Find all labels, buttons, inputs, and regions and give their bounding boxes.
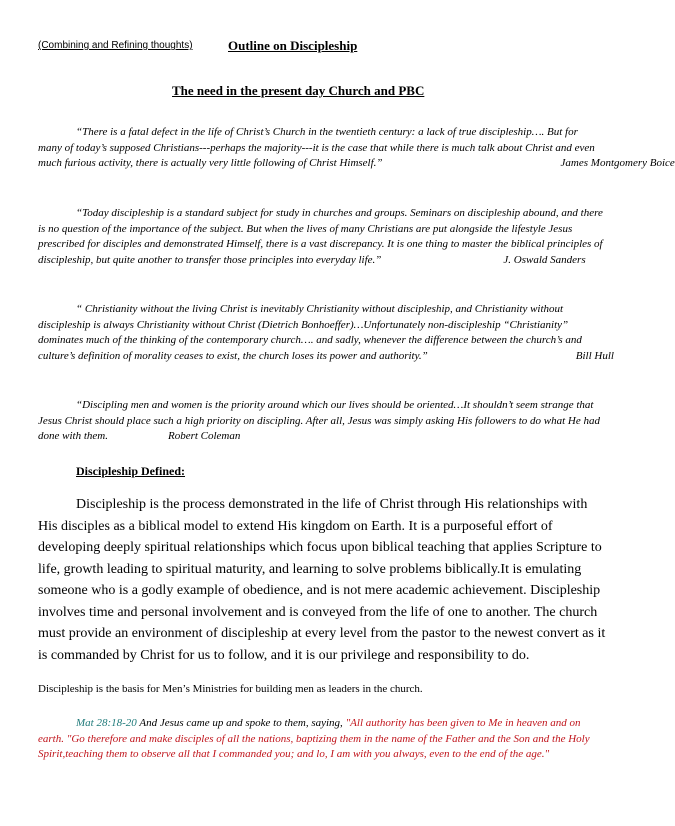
definition-heading: Discipleship Defined:: [76, 464, 186, 478]
quote-author: J. Oswald Sanders: [503, 253, 586, 266]
quote-text: “ Christianity without the living Christ is inevitably Christianity without discipleship, and Christianity without discipleship is always Christianity without Christ (Dietrich Bonhoeffer)…Unfortunately non-discipleship “Christianity” dominates much of the thinking of the contemporary church…. and sadly, whenever the difference between the church’s and culture’s definition of morality ceases to exist, the church loses its power and authority.”: [38, 303, 582, 362]
definition-paragraph: Discipleship is the process demonstrated in the life of Christ through His relationships with His disciples as a biblical model to extend His kingdom on Earth. It is a purposeful effort of developing deeply spiritual relationships which focus upon biblical teaching that applies Scripture to life, growth leading to spiritual maturity, and learning to solve problems biblically.It is emulating someone who is a godly example of obedience, and is not mere academic achievement. Discipleship involves time and personal involvement and is conveyed from the life of one to another. The church must provide an environment of discipleship at every level from the pastor to the newest convert as it is commanded by Christ for us to follow, and it is our privilege and responsibility to do.: [38, 497, 606, 663]
section-subtitle: The need in the present day Church and PBC: [172, 83, 425, 98]
quote-hull: [38, 302, 614, 364]
document-title: Outline on Discipleship: [228, 38, 358, 53]
quote-sanders: [38, 206, 604, 268]
verse-reference: Mat 28:18-20: [76, 717, 137, 729]
header-note: (Combining and Refining thoughts): [38, 40, 193, 51]
quote-text: “Today discipleship is a standard subject for study in churches and groups. Seminars on discipleship abound, and there is no question of the importance of the subject. But when the lives of many Christians are put alongside the lifestyle Jesus prescribed for disciples and demonstrated Himself, there is a vast discrepancy. It is one thing to master the biblical principles of discipleship, but quite another to transfer those principles into everyday life.”: [38, 207, 603, 266]
verse-quote: "All authority has been given to Me in heaven and on earth. "Go therefore and make disciples of all the nations, baptizing them in the name of the Father and the Son and the Holy Spirit,teaching them to observe all that I commanded you; and lo, I am with you always, even to the end of the age.": [38, 717, 590, 760]
quote-author: Robert Coleman: [167, 430, 241, 443]
quote-author: Bill Hull: [575, 349, 614, 362]
quote-coleman: [38, 398, 604, 445]
quote-author: James Montgomery Boice: [560, 157, 675, 170]
basis-statement: Discipleship is the basis for Men’s Ministries for building men as leaders in the church.: [38, 683, 423, 695]
definition-body: [38, 494, 606, 666]
scripture-verse: [38, 716, 604, 763]
quote-text: “There is a fatal defect in the life of Christ’s Church in the twentieth century: a lack of true discipleship…. But for many of today’s supposed Christians---perhaps the majority---it is the case that while there is much talk about Christ and even much furious activity, there is actually very little following of Christ Himself.”: [38, 126, 595, 170]
quote-boice: [38, 125, 675, 172]
quote-text: “Discipling men and women is the priority around which our lives should be oriented…It shouldn’t seem strange that Jesus Christ should place such a high priority on discipling. After all, Jesus was simply asking His followers to do what He had done with them.: [38, 399, 601, 443]
verse-lead: And Jesus came up and spoke to them, saying,: [136, 717, 346, 729]
